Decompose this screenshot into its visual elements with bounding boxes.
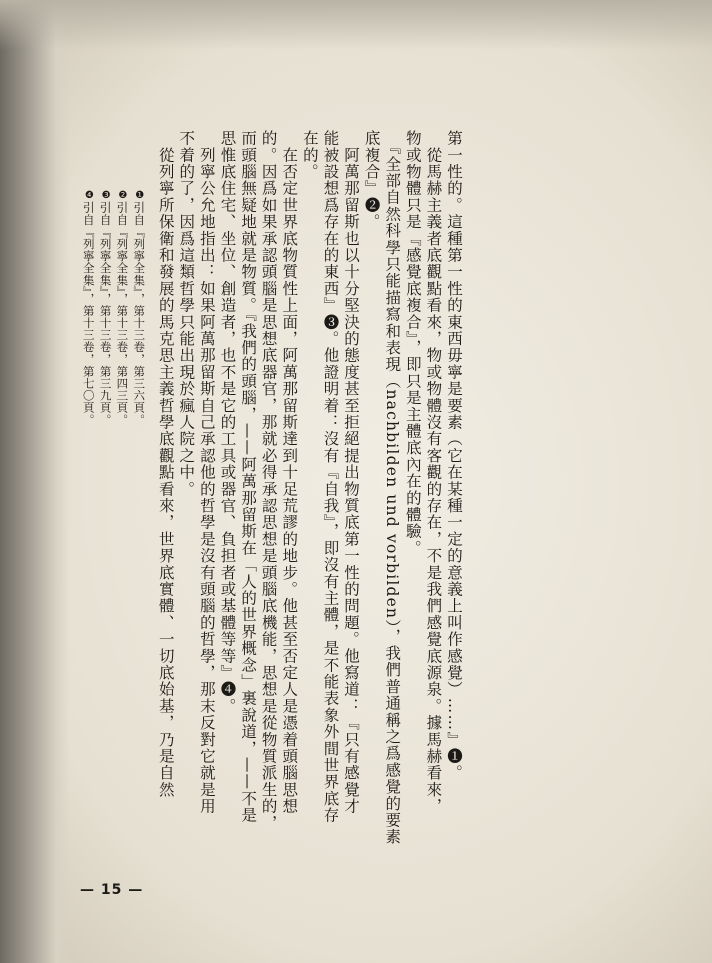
footnote-marker: ❷ [117,190,129,202]
footnote [130,190,147,810]
text-line-2: 從馬赫主義者底觀點看來，物或物體沒有客觀的存在，不是我們感覺底源泉。據馬赫看來， [424,130,443,815]
footnote [97,190,114,810]
text-line-8: 在的。 [300,130,319,181]
text-line-4: 『全部自然科學只能描寫和表現（nachbilden und vorbilden），我們普通稱之爲感覺的要素 [383,130,402,846]
main-text-block [155,130,464,890]
footnote-marker: ❸ [100,190,112,202]
top-edge-shadow [0,0,712,50]
page-number: — 15 — [80,882,144,898]
footnote-text: 引自『列寧全集』，第十三卷，第四三頁。 [115,201,130,426]
text-line-14: 不着的了，因爲這類哲學只能出現於瘋人院之中。 [177,130,196,498]
footnote [80,190,97,810]
text-line-3: 物或物體只是『感覺底複合』，即只是主體底內在的體驗。 [403,130,422,557]
footnote [114,190,131,810]
text-line-10: 的。因爲如果承認頭腦是思想底器官，那就必得承認思想是頭腦底機能，思想是從物質派生的， [259,130,278,832]
text-line-15: 從列寧所保衛和發展的馬克思主義哲學底觀點看來，世界底實體、一切底始基，乃是自然 [156,130,175,798]
text-line-9: 在否定世界底物質性上面，阿萬那留斯達到十足荒謬的地步。他甚至否定人是憑着頭腦思想 [280,130,299,815]
text-line-6: 阿萬那留斯也以十分堅決的態度甚至拒絕提出物質底第一性的問題。他寫道：『只有感覺才 [342,130,361,815]
text-line-12: 思惟底住宅、坐位、創造者，也不是它的工具或器官、負担者或基體等等』❹。 [218,130,237,715]
footnote-marker: ❶ [134,190,146,202]
spine-shadow [0,0,70,963]
text-line-5: 底複合』❷。 [362,130,381,231]
text-line-7: 能被設想爲存在的東西』❸。他證明着：沒有『自我』，即沒有主體，是不能表象外間世界底存 [321,130,340,824]
footnote-text: 引自『列寧全集』，第十三卷，第七〇頁。 [81,201,96,426]
footnote-text: 引自『列寧全集』，第十三卷，第三九頁。 [98,201,113,426]
text-line-13: 列寧公允地指出：如果阿萬那留斯自己承認他的哲學是沒有頭腦的哲學，那末反對它就是用 [197,130,216,815]
text-line-1: 第一性的。這種第一性的東西毋寧是要素（它在某種一定的意義上叫作感覺）……』❶。 [445,130,463,782]
footnotes-block [80,190,147,810]
footnote-text: 引自『列寧全集』，第十三卷，第三六頁。 [132,201,147,426]
text-line-11: 而頭腦無疑地就是物質。『我們的頭腦，——阿萬那留斯在「人的世界概念」裏說道，——不是 [239,130,258,824]
footnote-marker: ❹ [83,190,95,202]
